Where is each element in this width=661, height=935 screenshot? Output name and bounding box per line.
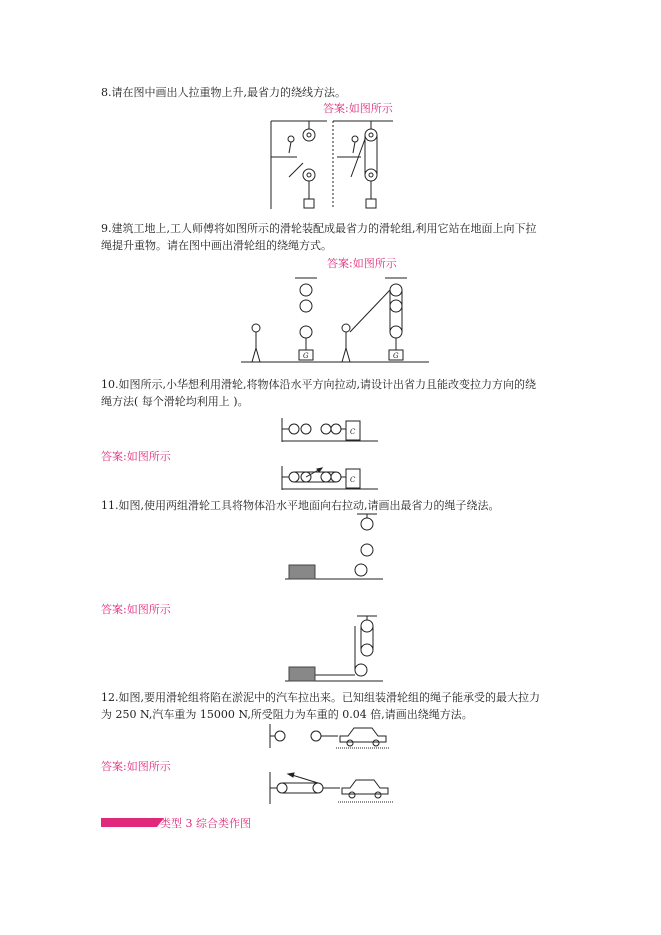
q9-line1: 9.建筑工地上,工人师傅将如图所示的滑轮装配成最省力的滑轮组,利用它站在地面上向下拉 (101, 222, 537, 235)
q12-figure-question (268, 724, 393, 750)
q8-text: 8.请在图中画出人拉重物上升,最省力的绕线方法。 (101, 86, 346, 99)
q12-answer: 答案:如图所示 (101, 760, 171, 773)
q11-answer: 答案:如图所示 (101, 603, 171, 616)
q10-figure-question (280, 418, 380, 443)
q12-figure-answer (268, 772, 398, 806)
q8-figure (267, 117, 397, 212)
q8-answer: 答案:如图所示 (323, 102, 393, 115)
q10-answer: 答案:如图所示 (101, 450, 171, 463)
q10-block-label-answer: C (350, 476, 356, 484)
q11-figure-answer (285, 614, 385, 684)
section-title: 类型 3 综合类作图 (160, 817, 251, 830)
q12-line2: 为 250 N,汽车重为 15000 N,所受阻力为车重的 0.04 倍,请画出绕绳方法。 (101, 708, 473, 721)
q9-answer: 答案:如图所示 (327, 257, 397, 270)
q12-line1: 12.如图,要用滑轮组将陷在淤泥中的汽车拉出来。已知组装滑轮组的绳子能承受的最大拉力 (101, 691, 540, 704)
q10-line1: 10.如图所示,小华想利用滑轮,将物体沿水平方向拉动,请设计出省力且能改变拉力方向的绕 (101, 378, 536, 391)
q9-weight-label-left: G (303, 352, 309, 360)
q11-text: 11.如图,使用两组滑轮工具将物体沿水平地面向右拉动,请画出最省力的绳子绕法。 (101, 499, 500, 512)
q11-figure-question (285, 512, 385, 582)
q9-figure (241, 276, 431, 366)
q10-block-label: C (350, 428, 356, 436)
section-bar (101, 818, 157, 827)
q9-weight-label-right: G (393, 352, 399, 360)
q10-line2: 绳方法( 每个滑轮均利用上 )。 (101, 395, 249, 408)
q10-figure-answer (280, 466, 380, 491)
q9-line2: 绳提升重物。请在图中画出滑轮组的绕绳方式。 (101, 239, 332, 252)
